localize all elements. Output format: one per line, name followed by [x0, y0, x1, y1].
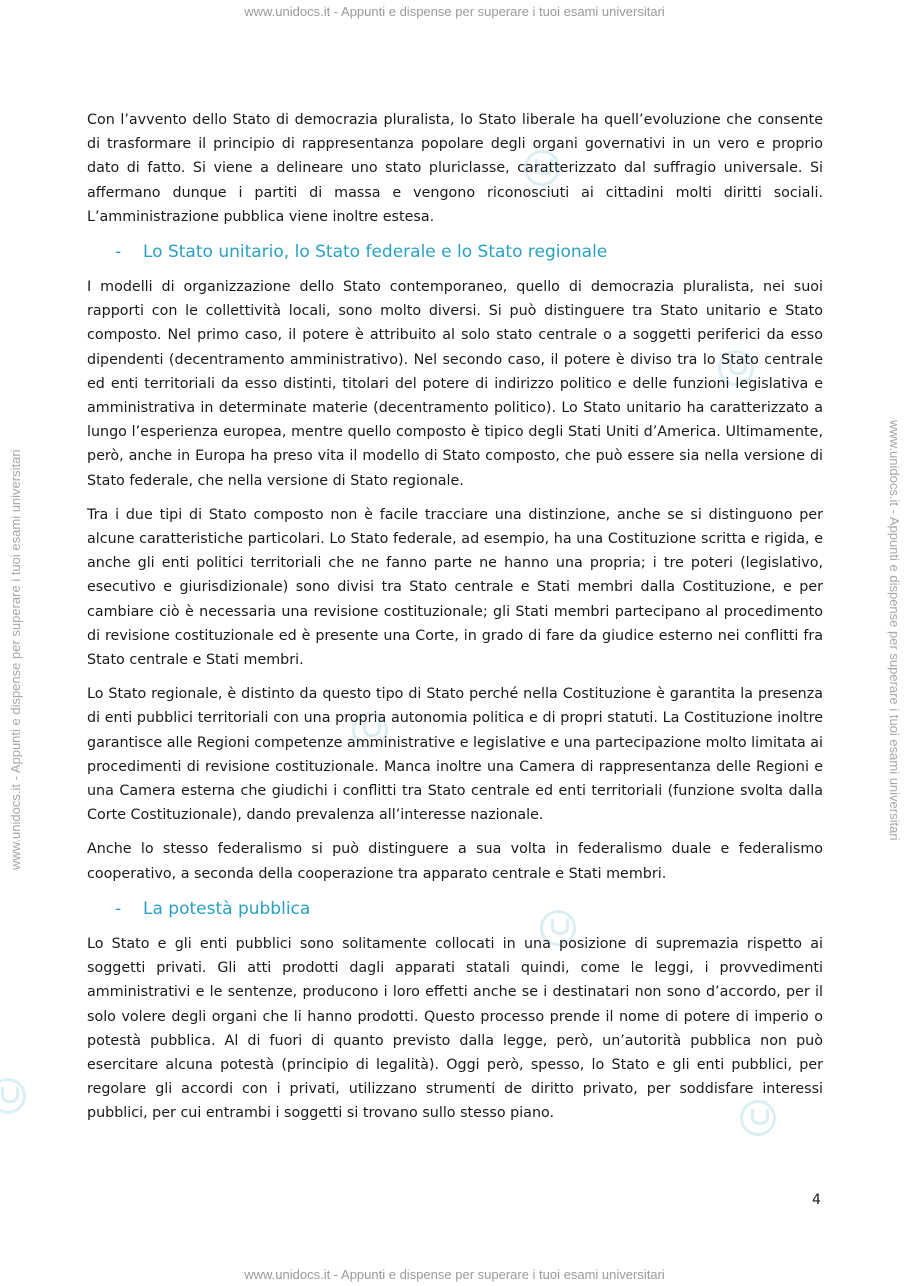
- watermark-left: www.unidocs.it - Appunti e dispense per superare i tuoi esami universitari: [8, 449, 23, 870]
- heading-bullet: -: [115, 242, 122, 263]
- paragraph: Tra i due tipi di Stato composto non è facile tracciare una distinzione, anche se si distinguono per alcune caratteristiche particolari. Lo Stato federale, ad esempio, ha una Costituzione scritta e rigida, e anche gli enti politici territoriali che ne fanno parte ne hanno una propria; i tre poteri (legislativo, esecutivo e giurisdizionale) sono divisi tra Stato centrale e Stati membri dalla Costituzione, e per cambiare ciò è necessaria una revisione costituzionale; gli Stati membri partecipano al procedimento di revisione costituzionale ed è presente una Corte, in grado di fare da giudice esterno nei conflitti fra Stato centrale e Stati membri.: [87, 506, 823, 669]
- heading-text: Lo Stato unitario, lo Stato federale e lo Stato regionale: [143, 242, 608, 263]
- document-body: [87, 108, 823, 1136]
- watermark-bottom: www.unidocs.it - Appunti e dispense per superare i tuoi esami universitari: [244, 1267, 665, 1282]
- paragraph: Lo Stato regionale, è distinto da questo tipo di Stato perché nella Costituzione è garantita la presenza di enti pubblici territoriali con una propria autonomia politica e di propri statuti. La Costituzione inoltre garantisce alle Regioni competenze amministrative e legislative e una partecipazione molto limitata ai procedimenti di revisione costituzionale. Manca inoltre una Camera di rappresentanza delle Regioni e una Camera esterna che giudichi i conflitti tra Stato centrale ed enti territoriali (funzione svolta dalla Corte Costituzionale), dando prevalenza all’interesse nazionale.: [87, 686, 823, 824]
- paragraph: Anche lo stesso federalismo si può distinguere a sua volta in federalismo duale e federalismo cooperativo, a seconda della cooperazione tra apparato centrale e Stati membri.: [87, 841, 823, 882]
- heading-text: La potestà pubblica: [143, 898, 311, 919]
- paragraph: I modelli di organizzazione dello Stato contemporaneo, quello di democrazia pluralista, nei suoi rapporti con le collettività locali, sono molto diversi. Si può distinguere tra Stato unitario e Stato composto. Nel primo caso, il potere è attribuito al solo stato centrale o a soggetti periferici da esso dipendenti (decentramento amministrativo). Nel secondo caso, il potere è diviso tra lo Stato centrale ed enti territoriali da esso distinti, titolari del potere di indirizzo politico e delle funzioni legislativa e amministrativa in determinate materie (decentramento politico). Lo Stato unitario ha caratterizzato a lungo l’esperienza europea, mentre quello composto è tipico degli Stati Uniti d’America. Ultimamente, però, anche in Europa ha preso vita il modello di Stato composto, che può essere sia nella versione di Stato federale, che nella versione di Stato regionale.: [87, 279, 823, 489]
- section-heading-potesta-pubblica: [87, 896, 823, 922]
- section-heading-stato-unitario: [87, 239, 823, 265]
- watermark-logo-icon: [0, 1078, 26, 1114]
- page-number: 4: [812, 1192, 821, 1208]
- heading-bullet: -: [115, 898, 122, 919]
- paragraph: Lo Stato e gli enti pubblici sono solitamente collocati in una posizione di supremazia rispetto ai soggetti privati. Gli atti prodotti dagli apparati statali quindi, come le leggi, i provvedimenti amministrativi e le sentenze, producono i loro effetti anche se i destinatari non sono d’accordo, per il solo volere degli organi che li hanno prodotti. Questo processo prende il nome di potere di imperio o potestà pubblica. Al di fuori di quanto previsto dalla legge, però, un’autorità pubblica non può esercitare alcuna potestà (principio di legalità). Oggi però, spesso, lo Stato e gli enti pubblici, per regolare gli accordi con i privati, utilizzano strumenti de diritto privato, per soddisfare interessi pubblici, per cui entrambi i soggetti si trovano sullo stesso piano.: [87, 935, 823, 1122]
- watermark-top: www.unidocs.it - Appunti e dispense per superare i tuoi esami universitari: [244, 4, 665, 19]
- watermark-right: www.unidocs.it - Appunti e dispense per superare i tuoi esami universitari: [887, 420, 902, 841]
- intro-paragraph: Con l’avvento dello Stato di democrazia pluralista, lo Stato liberale ha quell’evoluzione che consente di trasformare il principio di rappresentanza popolare degli organi governativi in un vero e proprio dato di fatto. Si viene a delineare uno stato pluriclasse, caratterizzato dal suffragio universale. Si affermano dunque i partiti di massa e vengono riconosciuti ai cittadini molti diritti sociali. L’amministrazione pubblica viene inoltre estesa.: [87, 112, 823, 225]
